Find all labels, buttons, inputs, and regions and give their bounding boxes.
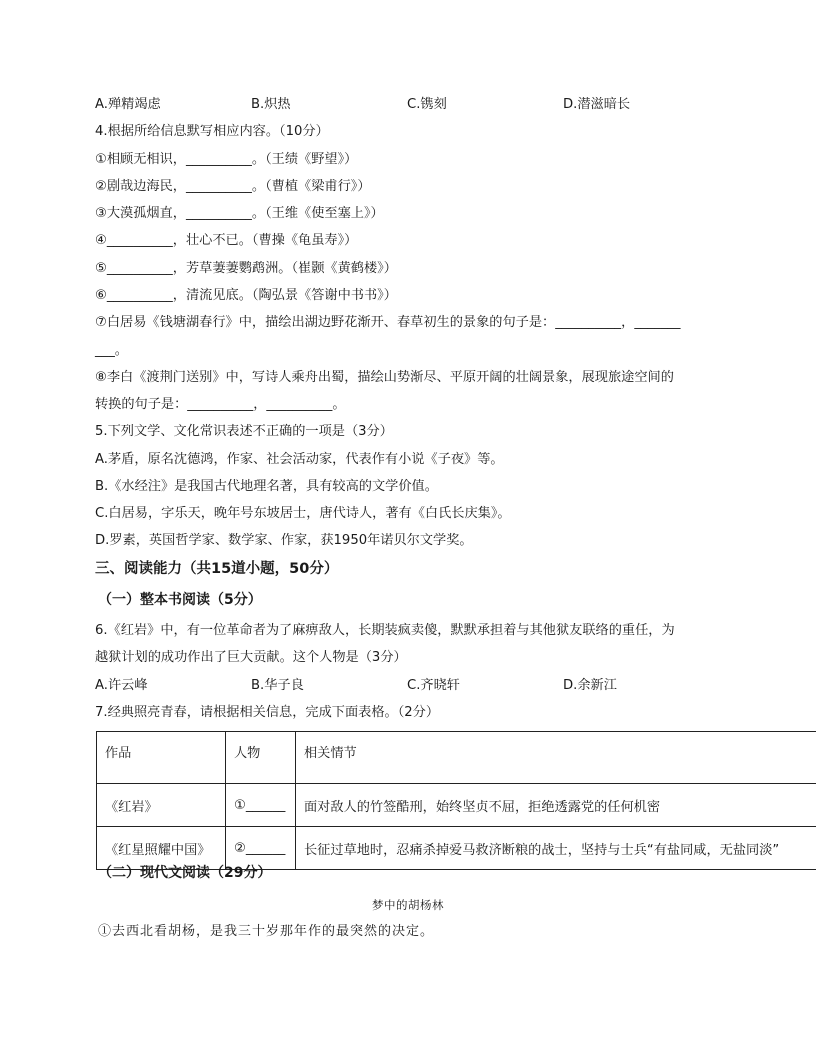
q6-line-1: 6.《红岩》中，有一位革命者为了麻痹敌人，长期装疯卖傻，默默承担着与其他狱友联络的重任，为: [95, 623, 675, 638]
q5-option-a: A.茅盾，原名沈德鸿，作家、社会活动家，代表作有小说《子夜》等。: [95, 452, 504, 467]
q6-option-c: C.齐晓轩: [407, 678, 460, 693]
q5-option-c: C.白居易，字乐天，晚年号东坡居士，唐代诗人，著有《白氏长庆集》。: [95, 506, 511, 521]
q4-line-8-cont: 转换的句子是：__________，__________。: [95, 397, 346, 412]
cell-character-blank[interactable]: ②______: [226, 827, 296, 870]
q4-line-7-cont: ___。: [95, 343, 128, 358]
cell-plot: 长征过草地时，忍痛杀掉爱马救济断粮的战士，坚持与士兵“有盐同咸，无盐同淡”: [296, 827, 816, 870]
header-character: 人物: [226, 732, 296, 784]
q4-line-5: ⑤__________，芳草萋萋鹦鹉洲。（崔颢《黄鹤楼》）: [95, 261, 397, 276]
q4-line-2: ②剧哉边海民，__________。（曹植《梁甫行》）: [95, 179, 371, 194]
q3-option-a: A.殚精竭虑: [95, 97, 161, 112]
q4-stem: 4.根据所给信息默写相应内容。（10分）: [95, 124, 329, 139]
q6-option-d: D.余新江: [563, 678, 617, 693]
header-plot: 相关情节: [296, 732, 816, 784]
q7-table: [96, 731, 816, 870]
q5-option-b: B.《水经注》是我国古代地理名著，具有较高的文学价值。: [95, 479, 438, 494]
q4-line-4: ④__________，壮心不已。（曹操《龟虽寿》）: [95, 233, 358, 248]
q4-line-1: ①相顾无相识，__________。（王绩《野望》）: [95, 152, 358, 167]
q3-option-d: D.潜滋暗长: [563, 97, 631, 112]
cell-plot: 面对敌人的竹签酷刑，始终坚贞不屈，拒绝透露党的任何机密: [296, 784, 816, 827]
q5-stem: 5.下列文学、文化常识表述不正确的一项是（3分）: [95, 424, 393, 439]
q6-option-b: B.华子良: [251, 678, 304, 693]
q3-options: [95, 96, 735, 114]
q5-option-d: D.罗素，英国哲学家、数学家、作家，获1950年诺贝尔文学奖。: [95, 533, 473, 548]
q3-option-b: B.炽热: [251, 97, 291, 112]
q4-line-8: ⑧李白《渡荆门送别》中，写诗人乘舟出蜀，描绘山势渐尽、平原开阔的壮阔景象，展现旅途空间的: [95, 370, 674, 385]
part-1-title: （一）整本书阅读（5分）: [98, 592, 262, 608]
section-3-title: 三、阅读能力（共15道小题，50分）: [95, 561, 339, 577]
table-row: [97, 784, 816, 827]
q6-line-2: 越狱计划的成功作出了巨大贡献。这个人物是（3分）: [95, 650, 407, 665]
q3-option-c: C.镌刻: [407, 97, 447, 112]
q6-options: [95, 677, 735, 695]
cell-work: 《红岩》: [97, 784, 226, 827]
story-paragraph-1: ①去西北看胡杨，是我三十岁那年作的最突然的决定。: [98, 924, 435, 939]
q4-line-6: ⑥__________，清流见底。（陶弘景《答谢中书书》）: [95, 288, 397, 303]
q7-stem: 7.经典照亮青春，请根据相关信息，完成下面表格。（2分）: [95, 705, 440, 720]
q4-line-7: ⑦白居易《钱塘湖春行》中，描绘出湖边野花渐开、春草初生的景象的句子是：__________，_______: [95, 315, 681, 330]
cell-work: 《红星照耀中国》: [97, 827, 226, 870]
cell-character-blank[interactable]: ①______: [226, 784, 296, 827]
q4-line-3: ③大漠孤烟直，__________。（王维《使至塞上》）: [95, 206, 384, 221]
q6-option-a: A.许云峰: [95, 678, 148, 693]
header-work: 作品: [97, 732, 226, 784]
story-title: 梦中的胡杨林: [372, 898, 444, 912]
table-header-row: [97, 732, 816, 784]
part-2-title: （二）现代文阅读（29分）: [98, 865, 272, 881]
